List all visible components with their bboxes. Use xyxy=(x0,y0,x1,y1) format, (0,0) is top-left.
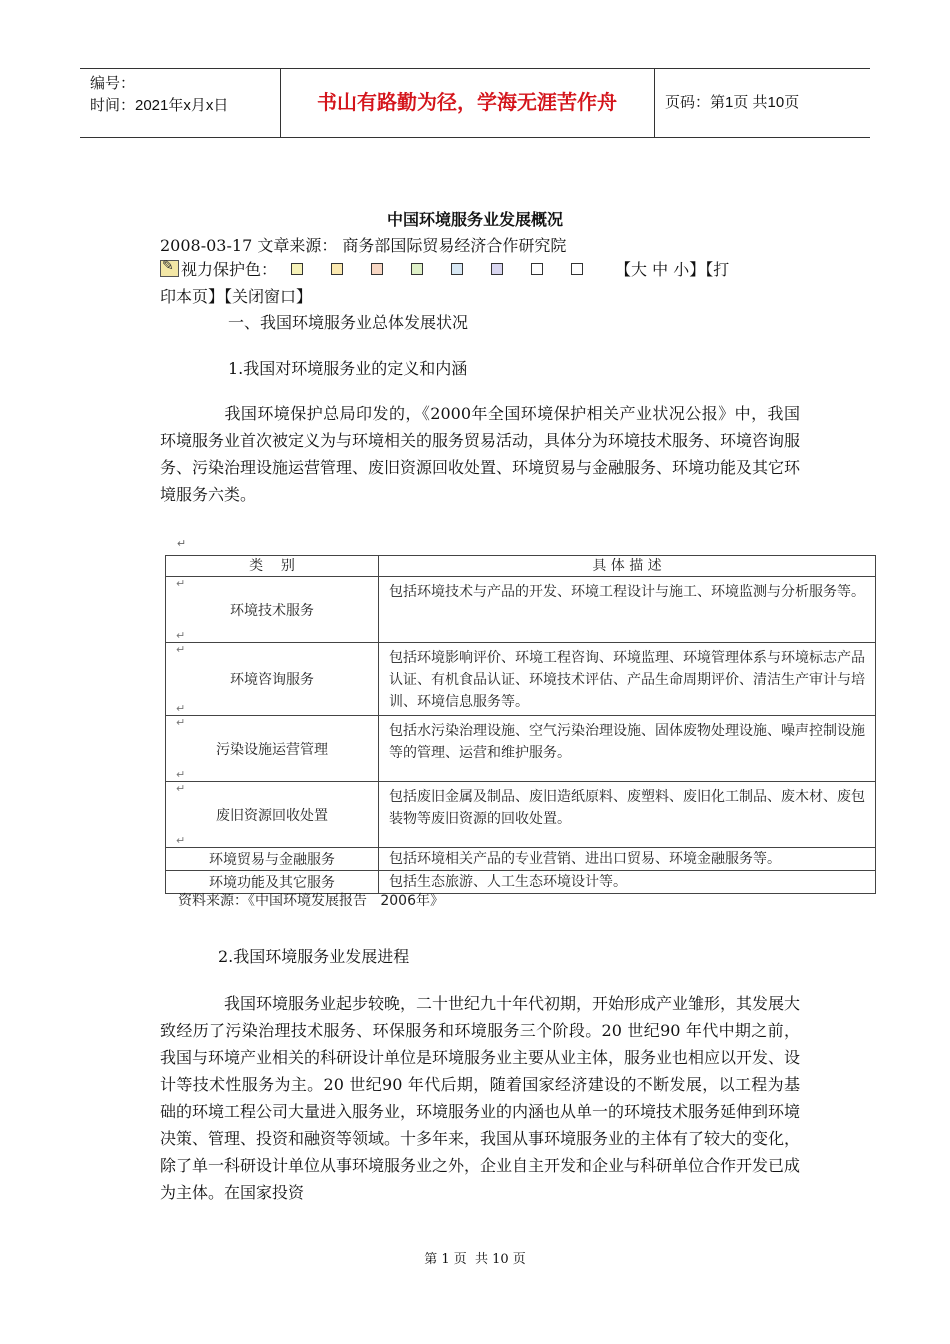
table-cell-category: ↵ 废旧资源回收处置 ↵ xyxy=(166,782,379,848)
print-close-links[interactable]: 印本页】【关闭窗口】 xyxy=(160,287,313,306)
color-swatch[interactable] xyxy=(571,263,583,275)
services-table xyxy=(165,555,876,894)
table-header-category: 类 别 xyxy=(166,556,379,577)
paragraph xyxy=(160,990,800,1206)
table-row xyxy=(166,716,876,782)
color-swatch[interactable] xyxy=(491,263,503,275)
table-cell-category: ↵ 环境咨询服务 ↵ xyxy=(166,643,379,716)
paragraph-mark: ↵ xyxy=(177,538,187,550)
header-motto: 书山有路勤为径，学海无涯苦作舟 xyxy=(317,92,617,114)
size-controls[interactable]: 【大 中 小】【打 xyxy=(615,260,730,279)
category-label: 废旧资源回收处置 xyxy=(216,807,328,824)
time-label: 时间：2021年x月x日 xyxy=(90,97,229,114)
document-header xyxy=(80,68,870,138)
table-cell-description: 包括水污染治理设施、空气污染治理设施、固体废物处理设施、噪声控制设施等的管理、运营和维护服务。 xyxy=(379,716,876,782)
category-label: 环境咨询服务 xyxy=(230,672,314,688)
category-label: 环境技术服务 xyxy=(230,602,314,619)
header-left xyxy=(90,73,228,117)
section-heading: 一、我国环境服务业总体发展状况 xyxy=(228,313,469,332)
article-meta: 2008-03-17 文章来源： 商务部国际贸易经济合作研究院 xyxy=(160,236,567,255)
color-swatch[interactable] xyxy=(531,263,543,275)
table-cell-category xyxy=(166,848,379,871)
color-swatch[interactable] xyxy=(331,263,343,275)
table-row xyxy=(166,643,876,716)
table-cell-description: 包括环境相关产品的专业营销、进出口贸易、环境金融服务等。 xyxy=(379,848,876,871)
paragraph-text: 我国环境保护总局印发的，《2000年全国环境保护相关产业状况公报》中，我国环境服务业首次被定义为与环境相关的服务贸易活动，具体分为环境技术服务、环境咨询服务、污染治理设施运营管理、废旧资源回收处置、环境贸易与金融服务、环境功能及其它环境服务六类。 xyxy=(160,404,801,504)
table-row xyxy=(166,848,876,871)
paragraph-text: 我国环境服务业起步较晚，二十世纪九十年代初期，开始形成产业雏形，其发展大致经历了污染治理技术服务、环保服务和环境服务三个阶段。20 世纪90 年代中期之前，我国与环境产业相关的科研设计单位是环境服务业主要从业主体，服务业也相应以开发、设计等技术性服务为主。20 世纪90 年代后期，随着国家经济建设的不断发展，以工程为基础的环境工程公司大量进入服务业，环境服务业的内涵也从单一的环境技术服务延伸到环境决策、管理、投资和融资等领域。十多年来，我国从事环境服务业的主体有了较大的变化，除了单一科研设计单位从事环境服务业之外，企业自主开发和企业与科研单位合作开发已成为主体。在国家投资 xyxy=(160,994,801,1202)
table-cell-description: 包括环境技术与产品的开发、环境工程设计与施工、环境监测与分析服务等。 xyxy=(379,577,876,643)
eye-protect-icon xyxy=(160,260,179,277)
color-swatches xyxy=(277,263,597,275)
table-cell-category: ↵ 污染设施运营管理 ↵ xyxy=(166,716,379,782)
category-label: 环境贸易与金融服务 xyxy=(209,852,335,868)
eye-protect-label: 视力保护色： xyxy=(181,260,278,279)
subsection-heading: 1.我国对环境服务业的定义和内涵 xyxy=(228,359,468,378)
table-header-row xyxy=(166,556,876,577)
table-source: 资料来源：《中国环境发展报告 2006年》 xyxy=(178,893,444,909)
table-header-description: 具 体 描 述 xyxy=(379,556,876,577)
table-cell-description: 包括环境影响评价、环境工程咨询、环境监理、环境管理体系与环境标志产品认证、有机食品认证、环境技术评估、产品生命周期评价、清洁生产审计与培训、环境信息服务等。 xyxy=(379,643,876,716)
table-row xyxy=(166,577,876,643)
table-cell-category: ↵ 环境技术服务 ↵ xyxy=(166,577,379,643)
header-divider xyxy=(654,69,655,137)
subsection-heading: 2.我国环境服务业发展进程 xyxy=(218,947,410,966)
category-label: 污染设施运营管理 xyxy=(216,741,328,758)
paragraph xyxy=(160,400,800,508)
color-swatch[interactable] xyxy=(291,263,303,275)
table-cell-description: 包括生态旅游、人工生态环境设计等。 xyxy=(379,871,876,894)
table-cell-description: 包括废旧金属及制品、废旧造纸原料、废塑料、废旧化工制品、废木材、废包装物等废旧资源的回收处置。 xyxy=(379,782,876,848)
eye-protect-bar xyxy=(160,257,729,280)
category-label: 环境功能及其它服务 xyxy=(209,875,335,891)
header-page-info: 页码：第1页 共10页 xyxy=(665,94,800,111)
page-footer: 第 1 页 共 10 页 xyxy=(424,1252,526,1267)
color-swatch[interactable] xyxy=(411,263,423,275)
table-row xyxy=(166,782,876,848)
color-swatch[interactable] xyxy=(451,263,463,275)
article-title: 中国环境服务业发展概况 xyxy=(386,210,563,229)
color-swatch[interactable] xyxy=(371,263,383,275)
number-label: 编号： xyxy=(90,75,136,92)
